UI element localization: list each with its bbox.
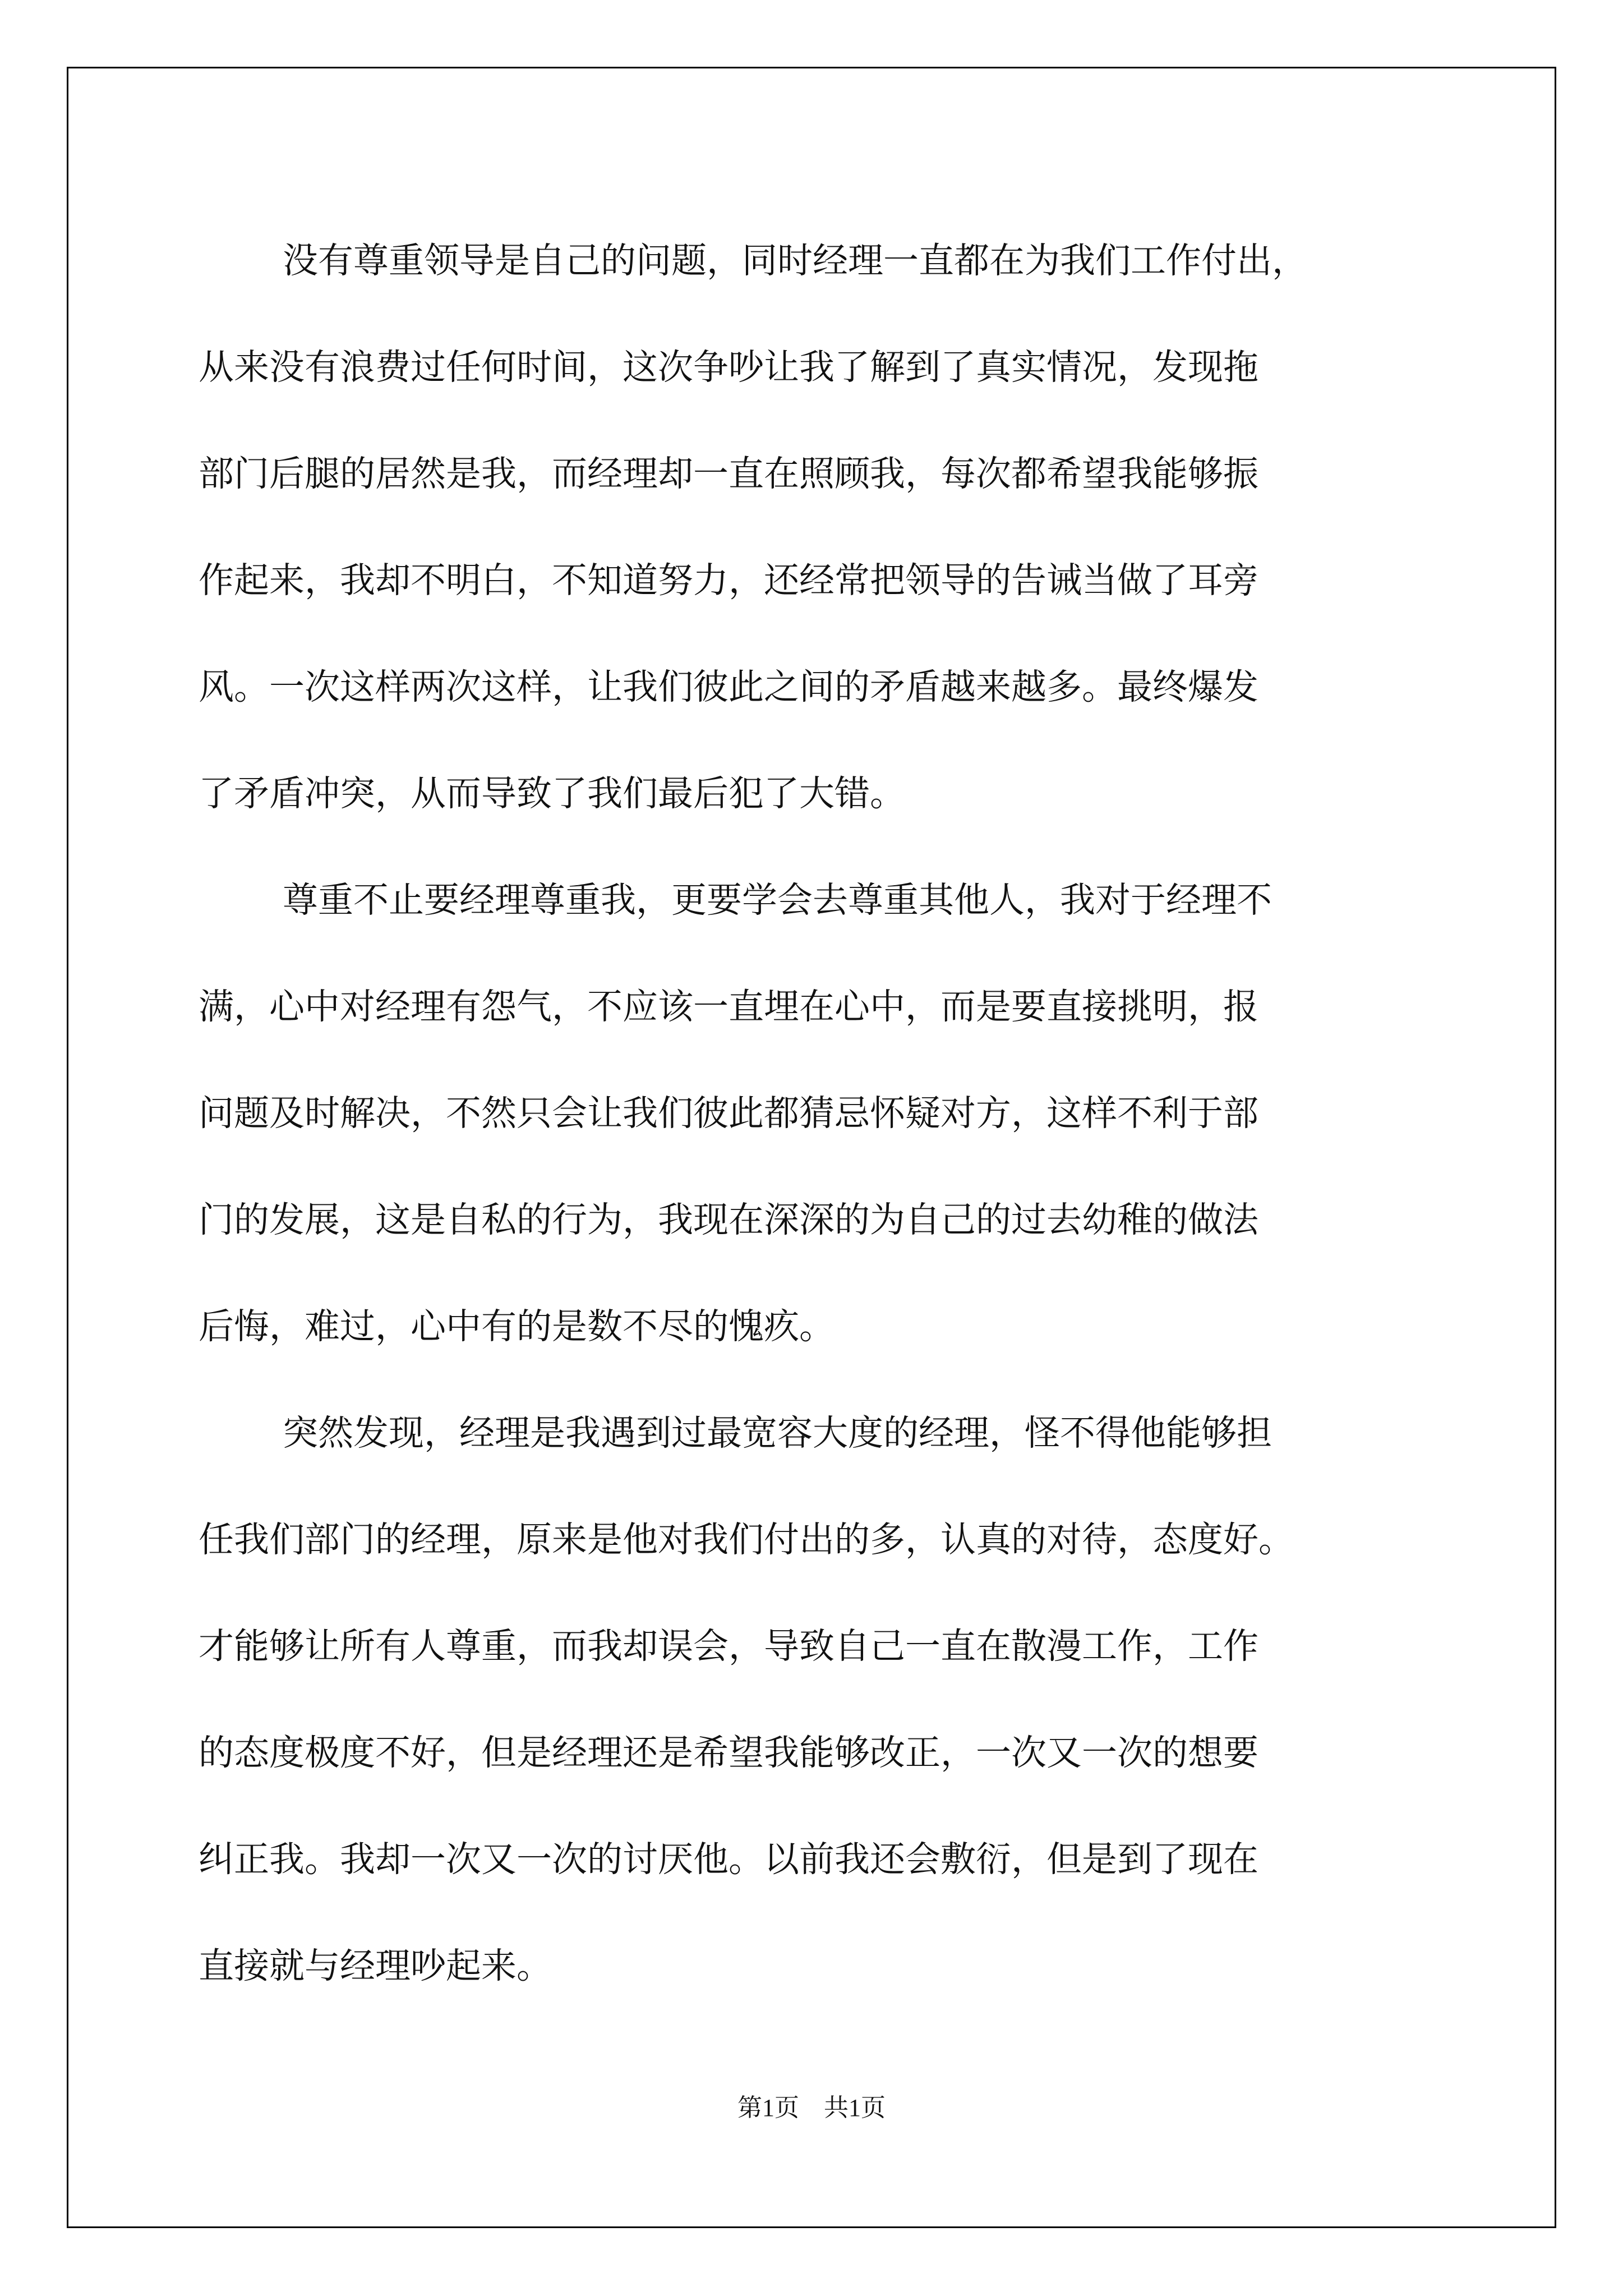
paragraph-3-line-6: 直接就与经理吵起来。: [199, 1945, 552, 1986]
paragraph-1-line-5: 风。一次这样两次这样，让我们彼此之间的矛盾越来越多。最终爆发: [199, 666, 1258, 707]
paragraph-2-line-4: 门的发展，这是自私的行为，我现在深深的为自己的过去幼稚的做法: [199, 1199, 1258, 1240]
paragraph-3-line-4: 的态度极度不好，但是经理还是希望我能够改正，一次又一次的想要: [199, 1732, 1258, 1773]
document-body: [199, 208, 1438, 2019]
paragraph-2-line-2: 满，心中对经理有怨气，不应该一直埋在心中，而是要直接挑明，报: [199, 986, 1258, 1027]
paragraph-3-line-1: 突然发现，经理是我遇到过最宽容大度的经理，怪不得他能够担: [283, 1412, 1272, 1453]
paragraph-2-line-5: 后悔，难过，心中有的是数不尽的愧疚。: [199, 1306, 834, 1347]
paragraph-2-line-1: 尊重不止要经理尊重我，更要学会去尊重其他人，我对于经理不: [283, 880, 1272, 921]
paragraph-3-line-5: 纠正我。我却一次又一次的讨厌他。以前我还会敷衍，但是到了现在: [199, 1839, 1258, 1880]
paragraph-1-line-6: 了矛盾冲突，从而导致了我们最后犯了大错。: [199, 773, 905, 814]
paragraph-3-line-2: 任我们部门的经理，原来是他对我们付出的多，认真的对待，态度好。: [199, 1519, 1294, 1560]
page-number: 第1页 共1页: [737, 2094, 886, 2122]
paragraph-2-line-3: 问题及时解决，不然只会让我们彼此都猜忌怀疑对方，这样不利于部: [199, 1093, 1258, 1134]
paragraph-3-line-3: 才能够让所有人尊重，而我却误会，导致自己一直在散漫工作，工作: [199, 1626, 1258, 1667]
paragraph-1-line-1: 没有尊重领导是自己的问题，同时经理一直都在为我们工作付出，: [283, 240, 1307, 281]
paragraph-1-line-4: 作起来，我却不明白，不知道努力，还经常把领导的告诫当做了耳旁: [199, 560, 1258, 601]
paragraph-1-line-2: 从来没有浪费过任何时间，这次争吵让我了解到了真实情况，发现拖: [199, 347, 1258, 388]
paragraph-1-line-3: 部门后腿的居然是我，而经理却一直在照顾我，每次都希望我能够振: [199, 453, 1258, 494]
